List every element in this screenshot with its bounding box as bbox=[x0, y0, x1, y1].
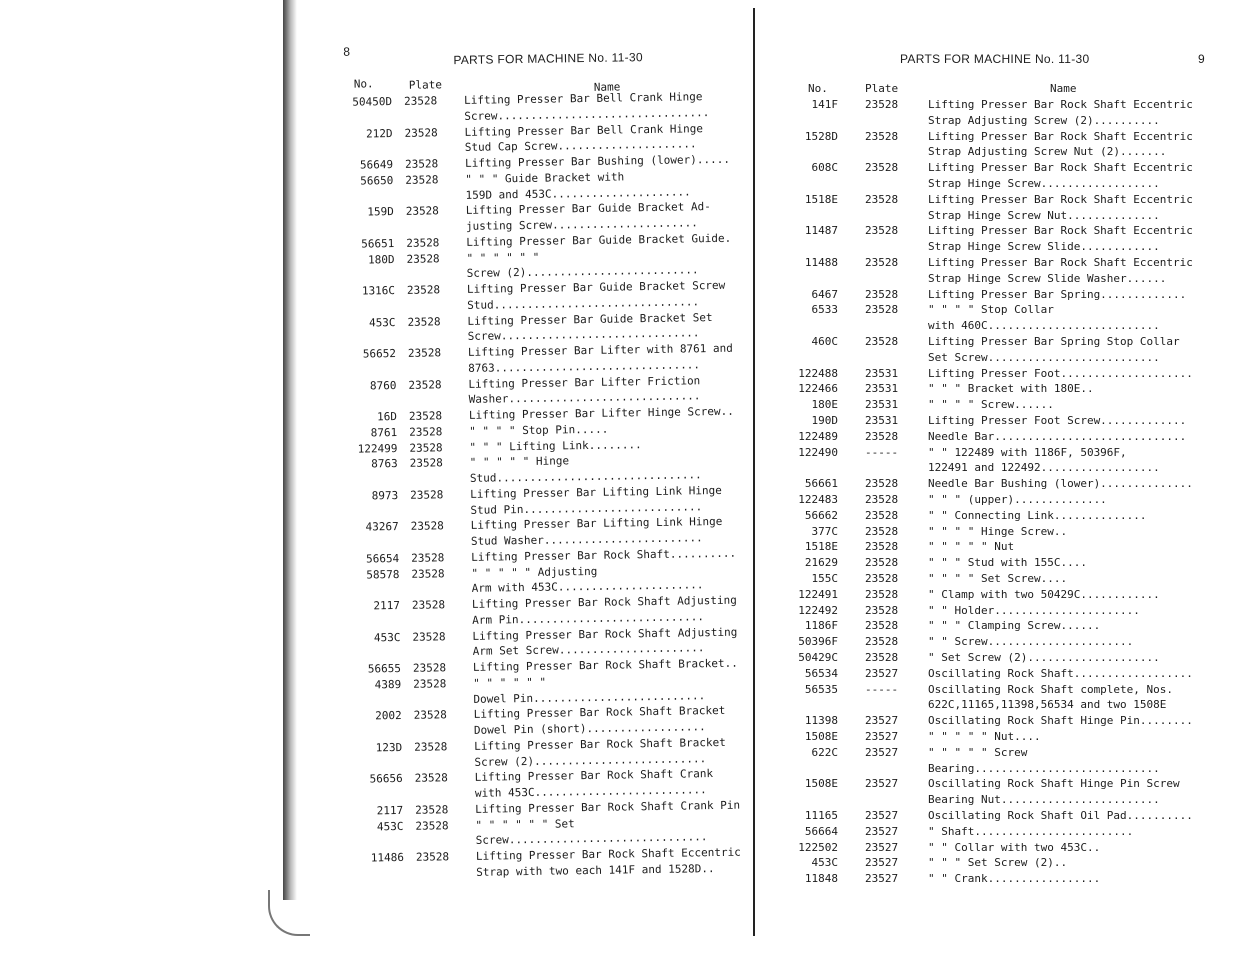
plate-number: 23528 bbox=[865, 492, 898, 508]
part-number: 180E bbox=[770, 397, 838, 413]
plate-number: 23528 bbox=[408, 345, 441, 362]
part-name: " " " " " Adjusting bbox=[471, 563, 597, 581]
part-number: 56649 bbox=[295, 157, 393, 175]
part-name: Oscillating Rock Shaft complete, Nos. bbox=[928, 682, 1173, 698]
part-name: Lifting Presser Bar Rock Shaft Eccentric bbox=[928, 192, 1193, 208]
part-number: 56535 bbox=[770, 682, 838, 698]
part-name: " Shaft........................ bbox=[928, 824, 1133, 840]
part-name: " " " Set Screw (2).. bbox=[928, 855, 1067, 871]
plate-number: 23528 bbox=[865, 650, 898, 666]
part-number: 8761 bbox=[299, 425, 397, 443]
plate-number: 23527 bbox=[865, 729, 898, 745]
part-number: 58578 bbox=[301, 566, 399, 584]
page-header: PARTS FOR MACHINE No. 11-30 bbox=[900, 52, 1089, 66]
plate-number: 23528 bbox=[865, 223, 898, 239]
part-name: Lifting Presser Bar Rock Shaft Adjusting bbox=[472, 624, 737, 644]
part-name: Lifting Presser Bar Lifting Link Hinge bbox=[470, 483, 722, 503]
part-number: 11398 bbox=[770, 713, 838, 729]
plate-number: 23528 bbox=[865, 634, 898, 650]
plate-number: 23528 bbox=[412, 597, 445, 614]
plate-number: 23528 bbox=[865, 587, 898, 603]
part-number: 1508E bbox=[770, 729, 838, 745]
plate-number: 23528 bbox=[865, 429, 898, 445]
part-name: Bearing Nut........................ bbox=[928, 792, 1160, 808]
plate-number: 23528 bbox=[865, 160, 898, 176]
part-name: Lifting Presser Bar Spring Stop Collar bbox=[928, 334, 1180, 350]
plate-number: 23528 bbox=[409, 424, 442, 441]
column-header-name: Name bbox=[594, 80, 621, 93]
part-number: 212D bbox=[294, 126, 392, 144]
part-number: 56652 bbox=[298, 346, 396, 364]
part-name: Lifting Presser Bar Rock Shaft Adjusting bbox=[472, 593, 737, 613]
plate-number: 23528 bbox=[865, 129, 898, 145]
plate-number: 23528 bbox=[407, 282, 440, 299]
part-name: " " " " " Screw bbox=[928, 745, 1027, 761]
part-number: 56654 bbox=[301, 551, 399, 569]
part-name: with 460C.......................... bbox=[928, 318, 1160, 334]
plate-number: 23527 bbox=[865, 808, 898, 824]
part-number: 1518E bbox=[770, 192, 838, 208]
part-number: 122490 bbox=[770, 445, 838, 461]
part-name: 122491 and 122492.................. bbox=[928, 460, 1160, 476]
part-name: Strap with two each 141F and 1528D.. bbox=[476, 861, 715, 881]
plate-number: 23528 bbox=[865, 192, 898, 208]
part-name: Lifting Presser Foot.................... bbox=[928, 366, 1193, 382]
part-number: 16D bbox=[299, 409, 397, 427]
part-number: 159D bbox=[296, 204, 394, 222]
part-name: Lifting Presser Bar Rock Shaft Eccentric bbox=[476, 845, 741, 865]
part-number: 8763 bbox=[300, 456, 398, 474]
part-name: Bearing............................ bbox=[928, 761, 1160, 777]
plate-number: 23528 bbox=[413, 660, 446, 677]
part-number: 11487 bbox=[770, 223, 838, 239]
part-name: Lifting Presser Bar Bushing (lower)..... bbox=[465, 152, 730, 172]
part-name: " " " " Hinge Screw.. bbox=[928, 524, 1067, 540]
part-name: Washer............................. bbox=[469, 388, 701, 408]
part-name: Screw (2).......................... bbox=[474, 751, 706, 771]
plate-number: 23528 bbox=[410, 487, 443, 504]
part-name: Lifting Presser Bar Bell Crank Hinge bbox=[464, 89, 703, 109]
part-name: Stud............................... bbox=[467, 294, 699, 314]
plate-number: 23531 bbox=[865, 381, 898, 397]
part-number: 1186F bbox=[770, 618, 838, 634]
part-number: 122502 bbox=[770, 840, 838, 856]
part-name: Lifting Presser Bar Lifter with 8761 and bbox=[468, 341, 733, 361]
plate-number: 23527 bbox=[865, 871, 898, 887]
part-name: Arm Pin............................ bbox=[472, 609, 704, 629]
part-number: 2117 bbox=[302, 598, 400, 616]
part-number: 453C bbox=[302, 629, 400, 647]
part-number: 122488 bbox=[770, 366, 838, 382]
part-name: Stud............................... bbox=[470, 467, 702, 487]
part-name: " " " " " Nut bbox=[928, 539, 1014, 555]
part-name: " " " Stud with 155C.... bbox=[928, 555, 1087, 571]
part-name: Lifting Presser Bar Rock Shaft Crank Pin bbox=[475, 797, 740, 817]
part-name: Lifting Presser Bar Spring............. bbox=[928, 287, 1186, 303]
plate-number: 23528 bbox=[405, 172, 438, 189]
page-number: 9 bbox=[1198, 52, 1205, 66]
part-name: Strap Hinge Screw.................. bbox=[928, 176, 1160, 192]
part-name: Needle Bar Bushing (lower).............. bbox=[928, 476, 1193, 492]
plate-number: 23528 bbox=[865, 287, 898, 303]
part-name: Lifting Presser Bar Rock Shaft Crank bbox=[475, 766, 714, 786]
part-name: " Clamp with two 50429C............ bbox=[928, 587, 1160, 603]
part-name: " " 122489 with 1186F, 50396F, bbox=[928, 445, 1127, 461]
part-name: Lifting Presser Bar Guide Bracket Set bbox=[467, 310, 712, 330]
part-name: Lifting Presser Bar Rock Shaft Bracket bbox=[474, 703, 726, 723]
part-name: Strap Adjusting Screw Nut (2)....... bbox=[928, 144, 1166, 160]
part-name: " " " " Stop Pin..... bbox=[469, 421, 608, 439]
plate-number: ----- bbox=[865, 682, 898, 698]
part-number: 56661 bbox=[770, 476, 838, 492]
plate-number: 23528 bbox=[406, 251, 439, 268]
part-name: Screw................................ bbox=[464, 105, 709, 125]
part-number: 122499 bbox=[299, 440, 397, 458]
part-name: Lifting Presser Bar Rock Shaft.......... bbox=[471, 545, 736, 565]
part-name: Arm Set Screw...................... bbox=[473, 640, 705, 660]
part-name: Lifting Presser Bar Rock Shaft Eccentric bbox=[928, 129, 1193, 145]
part-number: 190D bbox=[770, 413, 838, 429]
part-number: 1518E bbox=[770, 539, 838, 555]
part-name: Stud Pin........................... bbox=[470, 499, 702, 519]
part-name: Lifting Presser Bar Lifter Friction bbox=[468, 373, 700, 393]
plate-number: 23528 bbox=[411, 519, 444, 536]
part-name: Dowel Pin (short).................. bbox=[474, 719, 706, 739]
page-number: 8 bbox=[343, 45, 350, 59]
part-name: 8763............................... bbox=[468, 357, 700, 377]
part-name: " " Collar with two 453C.. bbox=[928, 840, 1100, 856]
left-page bbox=[292, 0, 757, 957]
part-name: " " " " " Hinge bbox=[470, 454, 570, 472]
part-number: 1316C bbox=[297, 283, 395, 301]
part-name: " " " (upper).............. bbox=[928, 492, 1107, 508]
parts-list bbox=[292, 0, 742, 4]
part-number: 8760 bbox=[298, 378, 396, 396]
part-name: " " Screw...................... bbox=[928, 634, 1133, 650]
plate-number: 23528 bbox=[416, 849, 449, 866]
part-name: " " Connecting Link.............. bbox=[928, 508, 1147, 524]
part-name: Screw (2).......................... bbox=[467, 262, 699, 282]
part-name: Lifting Presser Bar Guide Bracket Ad- bbox=[466, 199, 711, 219]
part-number: 180D bbox=[296, 252, 394, 270]
plate-number: 23531 bbox=[865, 366, 898, 382]
plate-number: 23527 bbox=[865, 776, 898, 792]
part-name: Strap Hinge Screw Nut.............. bbox=[928, 208, 1160, 224]
part-number: 123D bbox=[304, 740, 402, 758]
part-number: 56664 bbox=[770, 824, 838, 840]
part-name: Oscillating Rock Shaft Oil Pad.......... bbox=[928, 808, 1193, 824]
part-name: " " " " Stop Collar bbox=[928, 302, 1054, 318]
column-header-no: No. bbox=[808, 82, 828, 95]
plate-number: 23528 bbox=[414, 739, 447, 756]
plate-number: 23528 bbox=[865, 603, 898, 619]
part-number: 453C bbox=[297, 315, 395, 333]
part-name: Lifting Presser Bar Rock Shaft Eccentric bbox=[928, 97, 1193, 113]
part-name: Oscillating Rock Shaft Hinge Pin........ bbox=[928, 713, 1193, 729]
plate-number: 23527 bbox=[865, 713, 898, 729]
part-number: 2002 bbox=[304, 708, 402, 726]
part-number: 56650 bbox=[295, 173, 393, 191]
part-number: 608C bbox=[770, 160, 838, 176]
part-name: Lifting Presser Bar Guide Bracket Guide. bbox=[466, 230, 731, 250]
plate-number: 23528 bbox=[404, 125, 437, 142]
part-number: 2117 bbox=[305, 803, 403, 821]
plate-number: 23527 bbox=[865, 745, 898, 761]
part-name: " " Crank................. bbox=[928, 871, 1100, 887]
part-number: 155C bbox=[770, 571, 838, 587]
part-name: Oscillating Rock Shaft Hinge Pin Screw bbox=[928, 776, 1180, 792]
plate-number: 23528 bbox=[865, 524, 898, 540]
column-header-no: No. bbox=[354, 77, 374, 90]
plate-number: 23528 bbox=[865, 539, 898, 555]
column-header-name: Name bbox=[1050, 82, 1077, 95]
plate-number: 23527 bbox=[865, 824, 898, 840]
plate-number: 23528 bbox=[404, 93, 437, 110]
part-number: 4389 bbox=[303, 677, 401, 695]
part-number: 6533 bbox=[770, 302, 838, 318]
column-header-plate: Plate bbox=[409, 78, 442, 92]
page-header: PARTS FOR MACHINE No. 11-30 bbox=[453, 50, 643, 67]
plate-number: 23528 bbox=[415, 818, 448, 835]
right-page bbox=[770, 0, 1225, 954]
part-name: " " " " " " Set bbox=[475, 816, 575, 834]
part-number: 122489 bbox=[770, 429, 838, 445]
part-number: 122491 bbox=[770, 587, 838, 603]
part-number: 377C bbox=[770, 524, 838, 540]
plate-number: 23531 bbox=[865, 413, 898, 429]
part-number: 122492 bbox=[770, 603, 838, 619]
plate-number: 23528 bbox=[865, 555, 898, 571]
part-name: Stud Washer........................ bbox=[471, 530, 703, 550]
plate-number: 23528 bbox=[409, 408, 442, 425]
part-number: 11486 bbox=[306, 850, 404, 868]
plate-number: 23531 bbox=[865, 397, 898, 413]
part-name: Lifting Presser Bar Bell Crank Hinge bbox=[464, 121, 703, 141]
part-name: Dowel Pin.......................... bbox=[473, 688, 705, 708]
part-number: 453C bbox=[305, 818, 403, 836]
part-number: 56656 bbox=[305, 771, 403, 789]
page-curl bbox=[268, 890, 310, 936]
plate-number: 23528 bbox=[409, 440, 442, 457]
part-number: 141F bbox=[770, 97, 838, 113]
part-number: 56651 bbox=[296, 236, 394, 254]
part-name: Lifting Presser Bar Guide Bracket Screw bbox=[467, 278, 726, 298]
plate-number: 23528 bbox=[415, 771, 448, 788]
part-name: " " " " Set Screw.... bbox=[928, 571, 1067, 587]
part-number: 11165 bbox=[770, 808, 838, 824]
part-name: Lifting Presser Bar Lifter Hinge Screw.. bbox=[469, 404, 734, 424]
part-name: Needle Bar............................. bbox=[928, 429, 1186, 445]
plate-number: 23528 bbox=[407, 314, 440, 331]
part-name: Lifting Presser Bar Rock Shaft Eccentric bbox=[928, 223, 1193, 239]
plate-number: 23528 bbox=[411, 550, 444, 567]
part-name: Lifting Presser Bar Rock Shaft Eccentric bbox=[928, 255, 1193, 271]
part-name: " " " Clamping Screw...... bbox=[928, 618, 1100, 634]
part-name: Screw.............................. bbox=[468, 325, 700, 345]
part-number: 43267 bbox=[301, 519, 399, 537]
plate-number: 23528 bbox=[405, 156, 438, 173]
part-name: Set Screw.......................... bbox=[928, 350, 1160, 366]
part-name: Lifting Presser Foot Screw............. bbox=[928, 413, 1186, 429]
plate-number: 23527 bbox=[865, 855, 898, 871]
part-number: 1508E bbox=[770, 776, 838, 792]
part-name: " " " Lifting Link........ bbox=[469, 437, 641, 456]
plate-number: 23528 bbox=[865, 302, 898, 318]
part-number: 122466 bbox=[770, 381, 838, 397]
part-name: " " " " " Nut.... bbox=[928, 729, 1041, 745]
part-number: 122483 bbox=[770, 492, 838, 508]
plate-number: 23527 bbox=[865, 666, 898, 682]
part-name: " " Holder...................... bbox=[928, 603, 1140, 619]
plate-number: 23528 bbox=[415, 802, 448, 819]
plate-number: 23528 bbox=[865, 334, 898, 350]
plate-number: ----- bbox=[865, 445, 898, 461]
part-name: Strap Hinge Screw Slide............ bbox=[928, 239, 1160, 255]
part-number: 8973 bbox=[300, 488, 398, 506]
part-name: " " " Bracket with 180E.. bbox=[928, 381, 1094, 397]
plate-number: 23528 bbox=[408, 377, 441, 394]
column-header-plate: Plate bbox=[865, 82, 898, 95]
part-name: " " " " " " bbox=[466, 249, 539, 266]
part-name: Lifting Presser Bar Rock Shaft Eccentric bbox=[928, 160, 1193, 176]
part-name: Stud Cap Screw..................... bbox=[465, 137, 697, 157]
plate-number: 23528 bbox=[406, 235, 439, 252]
plate-number: 23528 bbox=[865, 97, 898, 113]
part-number: 56662 bbox=[770, 508, 838, 524]
plate-number: 23528 bbox=[865, 255, 898, 271]
part-name: Lifting Presser Bar Rock Shaft Bracket.. bbox=[473, 656, 738, 676]
part-name: " " " " Screw...... bbox=[928, 397, 1054, 413]
plate-number: 23528 bbox=[413, 676, 446, 693]
plate-number: 23528 bbox=[865, 618, 898, 634]
part-name: Strap Hinge Screw Slide Washer...... bbox=[928, 271, 1166, 287]
part-number: 50396F bbox=[770, 634, 838, 650]
part-name: with 453C.......................... bbox=[475, 782, 707, 802]
part-number: 1528D bbox=[770, 129, 838, 145]
part-number: 50450D bbox=[294, 94, 392, 112]
plate-number: 23528 bbox=[410, 456, 443, 473]
part-name: " Set Screw (2).................... bbox=[928, 650, 1160, 666]
part-name: Arm with 453C...................... bbox=[472, 577, 704, 597]
part-name: Lifting Presser Bar Rock Shaft Bracket bbox=[474, 735, 726, 755]
plate-number: 23528 bbox=[865, 508, 898, 524]
part-name: Screw.............................. bbox=[476, 829, 708, 849]
part-number: 50429C bbox=[770, 650, 838, 666]
part-number: 6467 bbox=[770, 287, 838, 303]
part-name: 159D and 453C..................... bbox=[465, 184, 690, 204]
plate-number: 23528 bbox=[414, 708, 447, 725]
plate-number: 23528 bbox=[406, 204, 439, 221]
part-name: 622C,11165,11398,56534 and two 1508E bbox=[928, 697, 1166, 713]
plate-number: 23528 bbox=[412, 629, 445, 646]
plate-number: 23528 bbox=[865, 476, 898, 492]
part-number: 56655 bbox=[303, 661, 401, 679]
part-number: 56534 bbox=[770, 666, 838, 682]
plate-number: 23528 bbox=[865, 571, 898, 587]
plate-number: 23528 bbox=[411, 566, 444, 583]
part-name: Oscillating Rock Shaft.................. bbox=[928, 666, 1193, 682]
part-name: justing Screw...................... bbox=[466, 215, 698, 235]
part-name: " " " Guide Bracket with bbox=[465, 169, 624, 187]
part-number: 11488 bbox=[770, 255, 838, 271]
part-number: 11848 bbox=[770, 871, 838, 887]
plate-number: 23527 bbox=[865, 840, 898, 856]
part-number: 21629 bbox=[770, 555, 838, 571]
part-name: Lifting Presser Bar Lifting Link Hinge bbox=[471, 514, 723, 534]
part-number: 453C bbox=[770, 855, 838, 871]
part-number: 622C bbox=[770, 745, 838, 761]
part-name: Strap Adjusting Screw (2).......... bbox=[928, 113, 1160, 129]
part-number: 460C bbox=[770, 334, 838, 350]
part-name: " " " " " " bbox=[473, 674, 546, 691]
